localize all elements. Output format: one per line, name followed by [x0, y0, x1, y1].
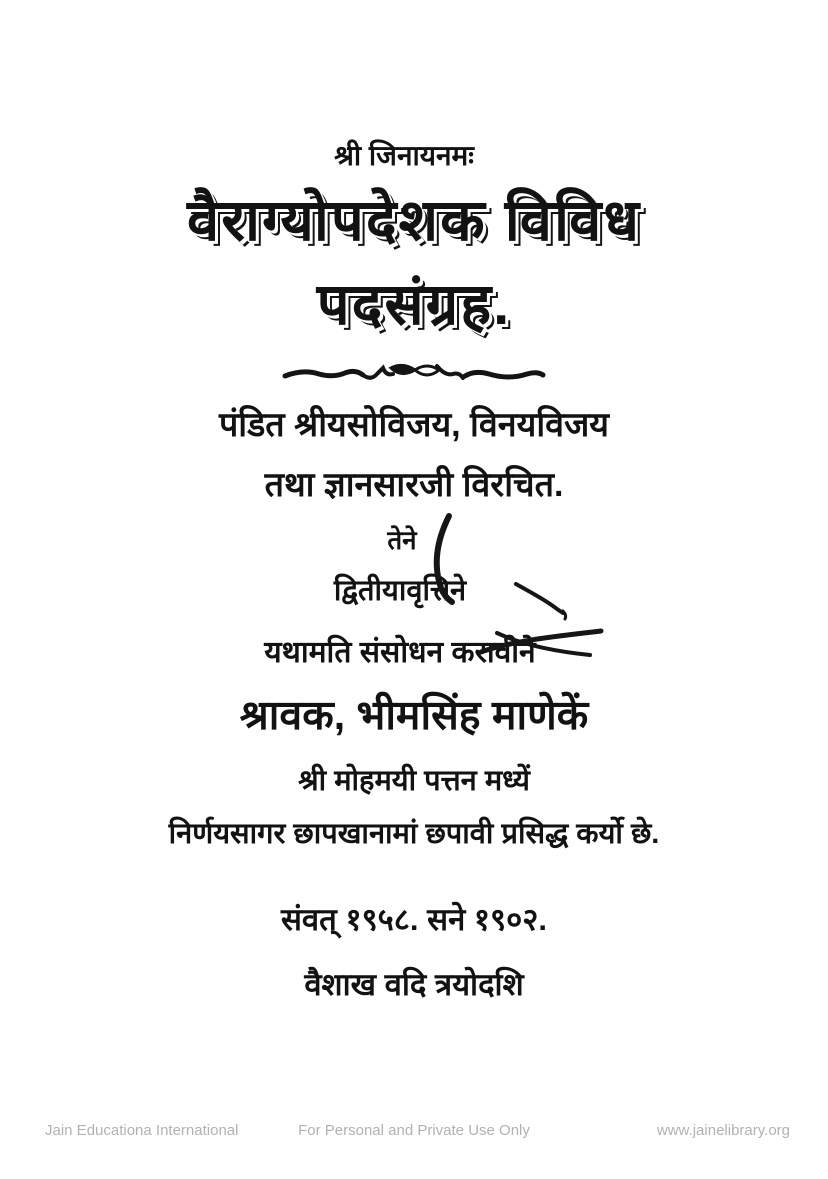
ornamental-divider-icon	[279, 356, 549, 390]
date-line-samvat: संवत् १९५८. सने १९०२.	[280, 902, 548, 937]
edition-line: द्वितीयावृत्तिने	[333, 575, 467, 607]
footer-right-link: www.jainelibrary.org	[656, 1122, 790, 1139]
publisher-name-line: श्रावक, भीमसिंह माणेकें	[239, 692, 589, 738]
footer-center-text: For Personal and Private Use Only	[298, 1122, 530, 1139]
footer-left-text: Jain Educationa International	[45, 1122, 239, 1139]
book-title-line2: पदसंग्रह.	[316, 272, 512, 337]
ink-mark-comma-stroke	[563, 611, 566, 619]
book-title-line1: वैराग्योपदेशक विविध	[186, 188, 641, 253]
invocation-text: श्री जिनायनमः	[334, 140, 474, 171]
date-line-tithi: वैशाख वदि त्रयोदशि	[304, 967, 524, 1002]
authors-line1: पंडित श्रीयसोविजय, विनयविजय	[218, 406, 610, 444]
watermark-footer	[0, 1122, 828, 1146]
ornamental-divider	[0, 356, 828, 395]
press-line: निर्णयसागर छापखानामां छपावी प्रसिद्ध कर्यो छे.	[168, 818, 660, 850]
place-line: श्री मोहमयी पत्तन मध्यें	[298, 765, 530, 797]
revision-line: यथामति संसोधन करावीने	[264, 636, 536, 669]
tene-line: तेने	[387, 525, 417, 555]
authors-line2: तथा ज्ञानसारजी विरचित.	[264, 466, 564, 504]
